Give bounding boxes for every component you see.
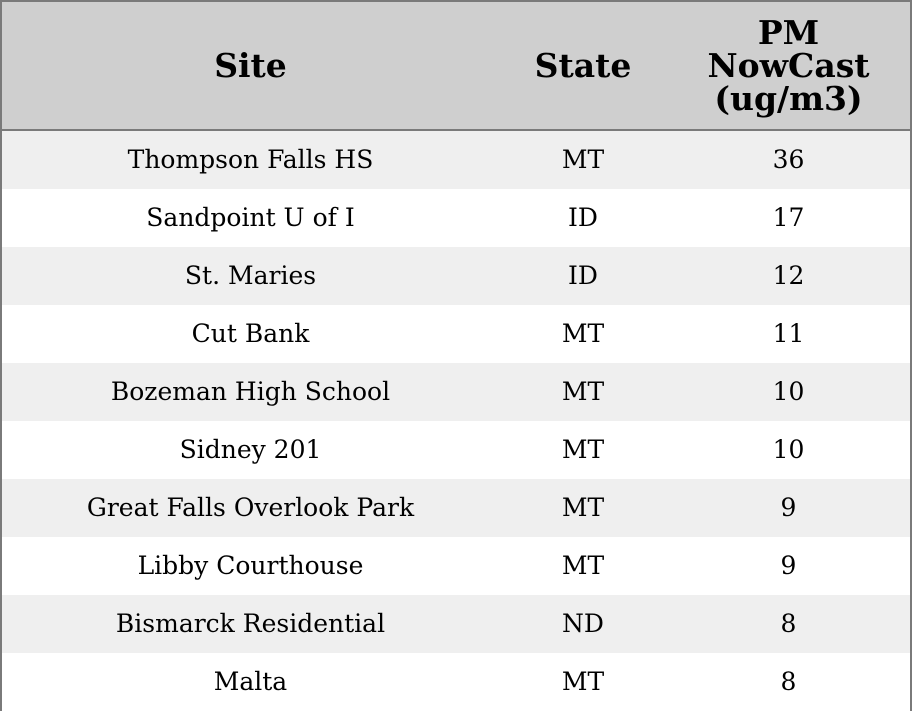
pm-value-cell: 9	[780, 551, 797, 580]
table-row	[2, 653, 910, 711]
pm-value-cell: 12	[772, 261, 805, 290]
state-cell: MT	[561, 377, 605, 406]
state-cell: MT	[561, 493, 605, 522]
header-pm-line-3: (ug/m3)	[714, 79, 863, 118]
site-cell: Great Falls Overlook Park	[86, 493, 415, 522]
pm-value-cell: 8	[780, 609, 797, 638]
pm-value-cell: 10	[772, 435, 805, 464]
pm-value-cell: 8	[780, 667, 797, 696]
state-cell: ND	[562, 609, 604, 638]
state-cell: MT	[561, 667, 605, 696]
table-row	[2, 189, 910, 247]
pm-value-cell: 10	[772, 377, 805, 406]
pm-value-cell: 36	[772, 145, 805, 174]
table-row	[2, 363, 910, 421]
table-row	[2, 305, 910, 363]
header-site: Site	[214, 46, 287, 85]
site-cell: Libby Courthouse	[137, 551, 364, 580]
table-row	[2, 537, 910, 595]
state-cell: MT	[561, 435, 605, 464]
site-cell: Bismarck Residential	[115, 609, 386, 638]
site-cell: Malta	[213, 667, 288, 696]
site-cell: Sidney 201	[179, 435, 322, 464]
site-cell: Sandpoint U of I	[146, 203, 355, 232]
site-cell: Bozeman High School	[110, 377, 391, 406]
site-cell: Thompson Falls HS	[127, 145, 374, 174]
table-body	[2, 131, 910, 711]
pm-value-cell: 9	[780, 493, 797, 522]
site-cell: St. Maries	[184, 261, 317, 290]
table-row	[2, 479, 910, 537]
state-cell: ID	[568, 203, 598, 232]
table-row	[2, 421, 910, 479]
header-pm-line-1: PM	[757, 13, 820, 52]
site-cell: Cut Bank	[191, 319, 310, 348]
state-cell: MT	[561, 551, 605, 580]
header-state: State	[534, 46, 632, 85]
table-header	[2, 2, 910, 131]
state-cell: MT	[561, 319, 605, 348]
table-row	[2, 131, 910, 189]
header-pm-nowcast	[667, 2, 910, 129]
state-cell: ID	[568, 261, 598, 290]
table-row	[2, 247, 910, 305]
pm-value-cell: 17	[772, 203, 805, 232]
pm-value-cell: 11	[772, 319, 805, 348]
table-row	[2, 595, 910, 653]
state-cell: MT	[561, 145, 605, 174]
header-pm-line-2: NowCast	[707, 46, 870, 85]
